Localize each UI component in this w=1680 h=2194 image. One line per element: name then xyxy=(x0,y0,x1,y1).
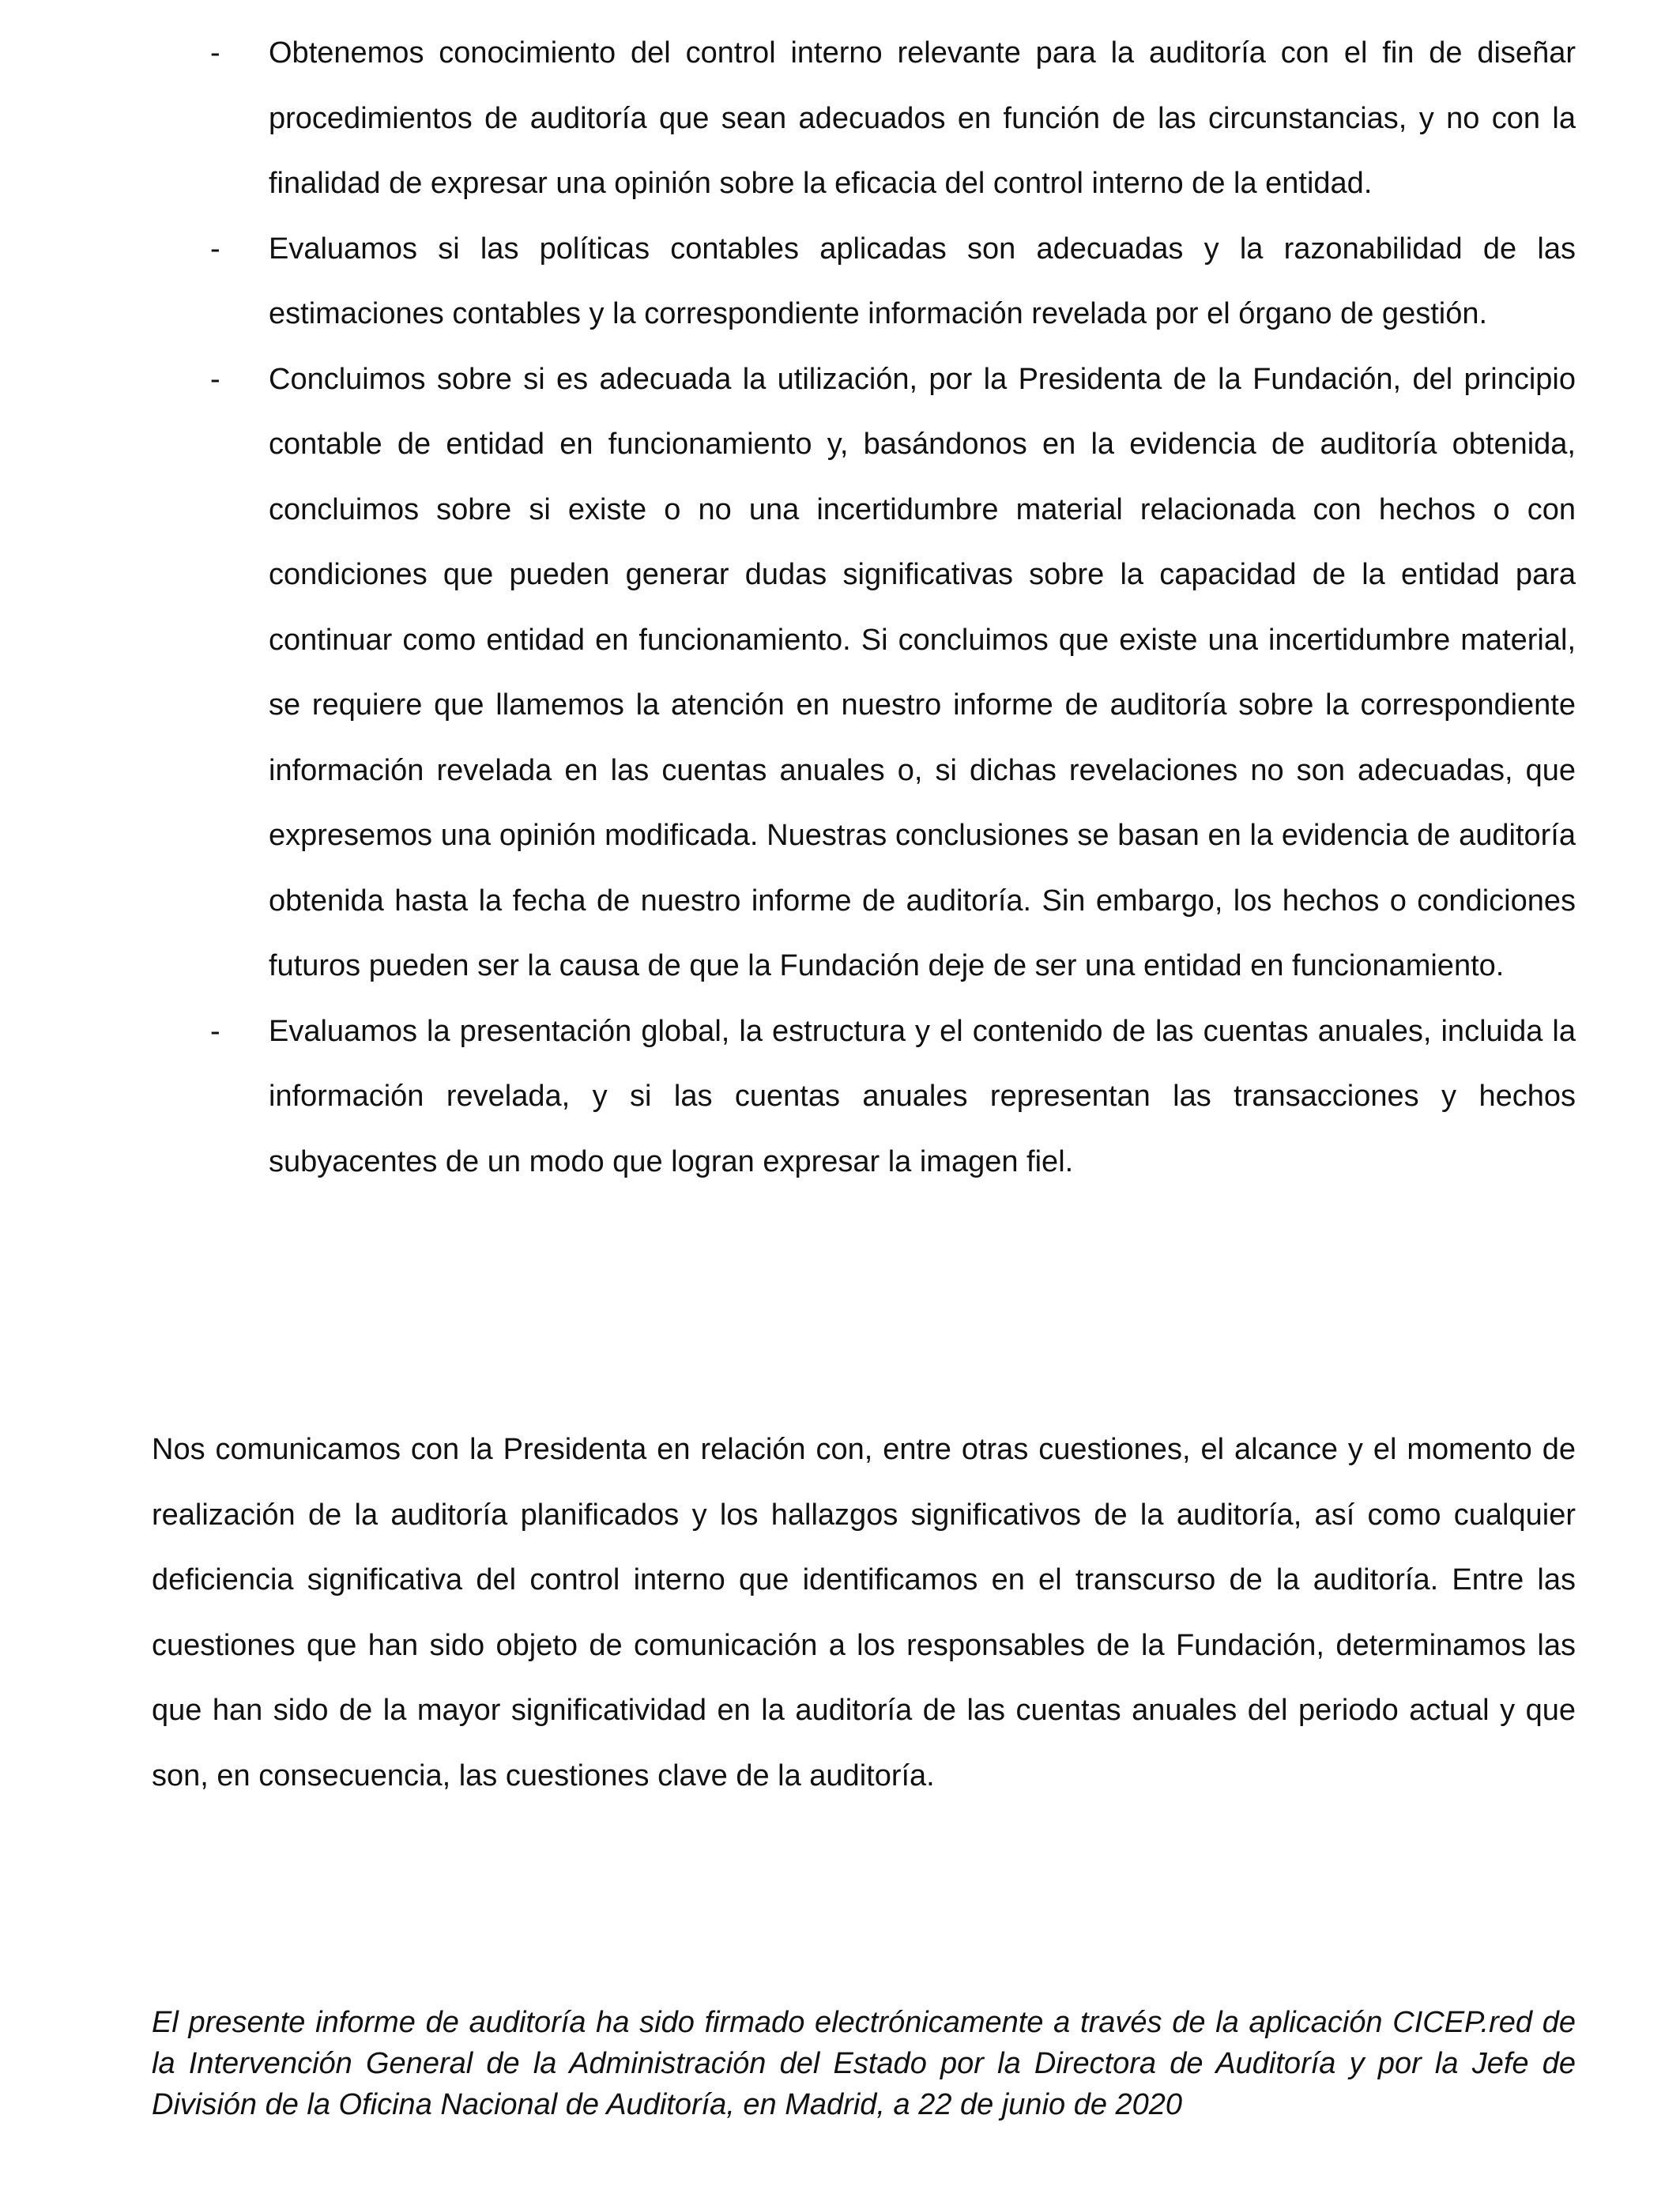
bullet-marker: - xyxy=(210,232,220,266)
bullet-text: Evaluamos la presentación global, la estructura y el contenido de las cuentas anuales, incluida la información revelada, y si las cuentas anuales representan las transacciones y hechos subyacentes de un modo que logran expresar la imagen fiel. xyxy=(269,1014,1576,1178)
bullet-item xyxy=(207,999,1576,1195)
bullet-marker: - xyxy=(210,1014,220,1048)
communication-paragraph: Nos comunicamos con la Presidenta en relación con, entre otras cuestiones, el alcance y el momento de realización de la auditoría planificados y los hallazgos significativos de la auditoría, así como cualquier deficiencia significativa del control interno que identificamos en el transcurso de la auditoría. Entre las cuestiones que han sido objeto de comunicación a los responsables de la Fundación, determinamos las que han sido de la mayor significatividad en la auditoría de las cuentas anuales del periodo actual y que son, en consecuencia, las cuestiones clave de la auditoría. xyxy=(152,1433,1576,1793)
bullet-text: Concluimos sobre si es adecuada la utilización, por la Presidenta de la Fundación, del principio contable de entidad en funcionamiento y, basándonos en la evidencia de auditoría obtenida, concluimos sobre si existe o no una incertidumbre material relacionada con hechos o con condiciones que pueden generar dudas significativas sobre la capacidad de la entidad para continuar como entidad en funcionamiento. Si concluimos que existe una incertidumbre material, se requiere que llamemos la atención en nuestro informe de auditoría sobre la correspondiente información revelada en las cuentas anuales o, si dichas revelaciones no son adecuadas, que expresemos una opinión modificada. Nuestras conclusiones se basan en la evidencia de auditoría obtenida hasta la fecha de nuestro informe de auditoría. Sin embargo, los hechos o condiciones futuros pueden ser la causa de que la Fundación deje de ser una entidad en funcionamiento. xyxy=(269,362,1576,982)
bullet-text: Obtenemos conocimiento del control interno relevante para la auditoría con el fin de diseñar procedimientos de auditoría que sean adecuados en función de las circunstancias, y no con la finalidad de expresar una opinión sobre la eficacia del control interno de la entidad. xyxy=(269,36,1576,200)
bullet-marker: - xyxy=(210,362,220,396)
electronic-signature-note: El presente informe de auditoría ha sido firmado electrónicamente a través de la aplicación CICEP.red de la Intervención General de la Administración del Estado por la Directora de Auditoría y por la Jefe de División de la Oficina Nacional de Auditoría, en Madrid, a 22 de junio de 2020 xyxy=(152,2006,1576,2121)
procedures-bullet-list xyxy=(207,21,1576,1194)
bullet-text: Evaluamos si las políticas contables aplicadas son adecuadas y la razonabilidad de las estimaciones contables y la correspondiente información revelada por el órgano de gestión. xyxy=(269,232,1576,330)
bullet-item xyxy=(207,347,1576,999)
bullet-item xyxy=(207,21,1576,217)
bullet-marker: - xyxy=(210,36,220,70)
bullet-item xyxy=(207,217,1576,347)
